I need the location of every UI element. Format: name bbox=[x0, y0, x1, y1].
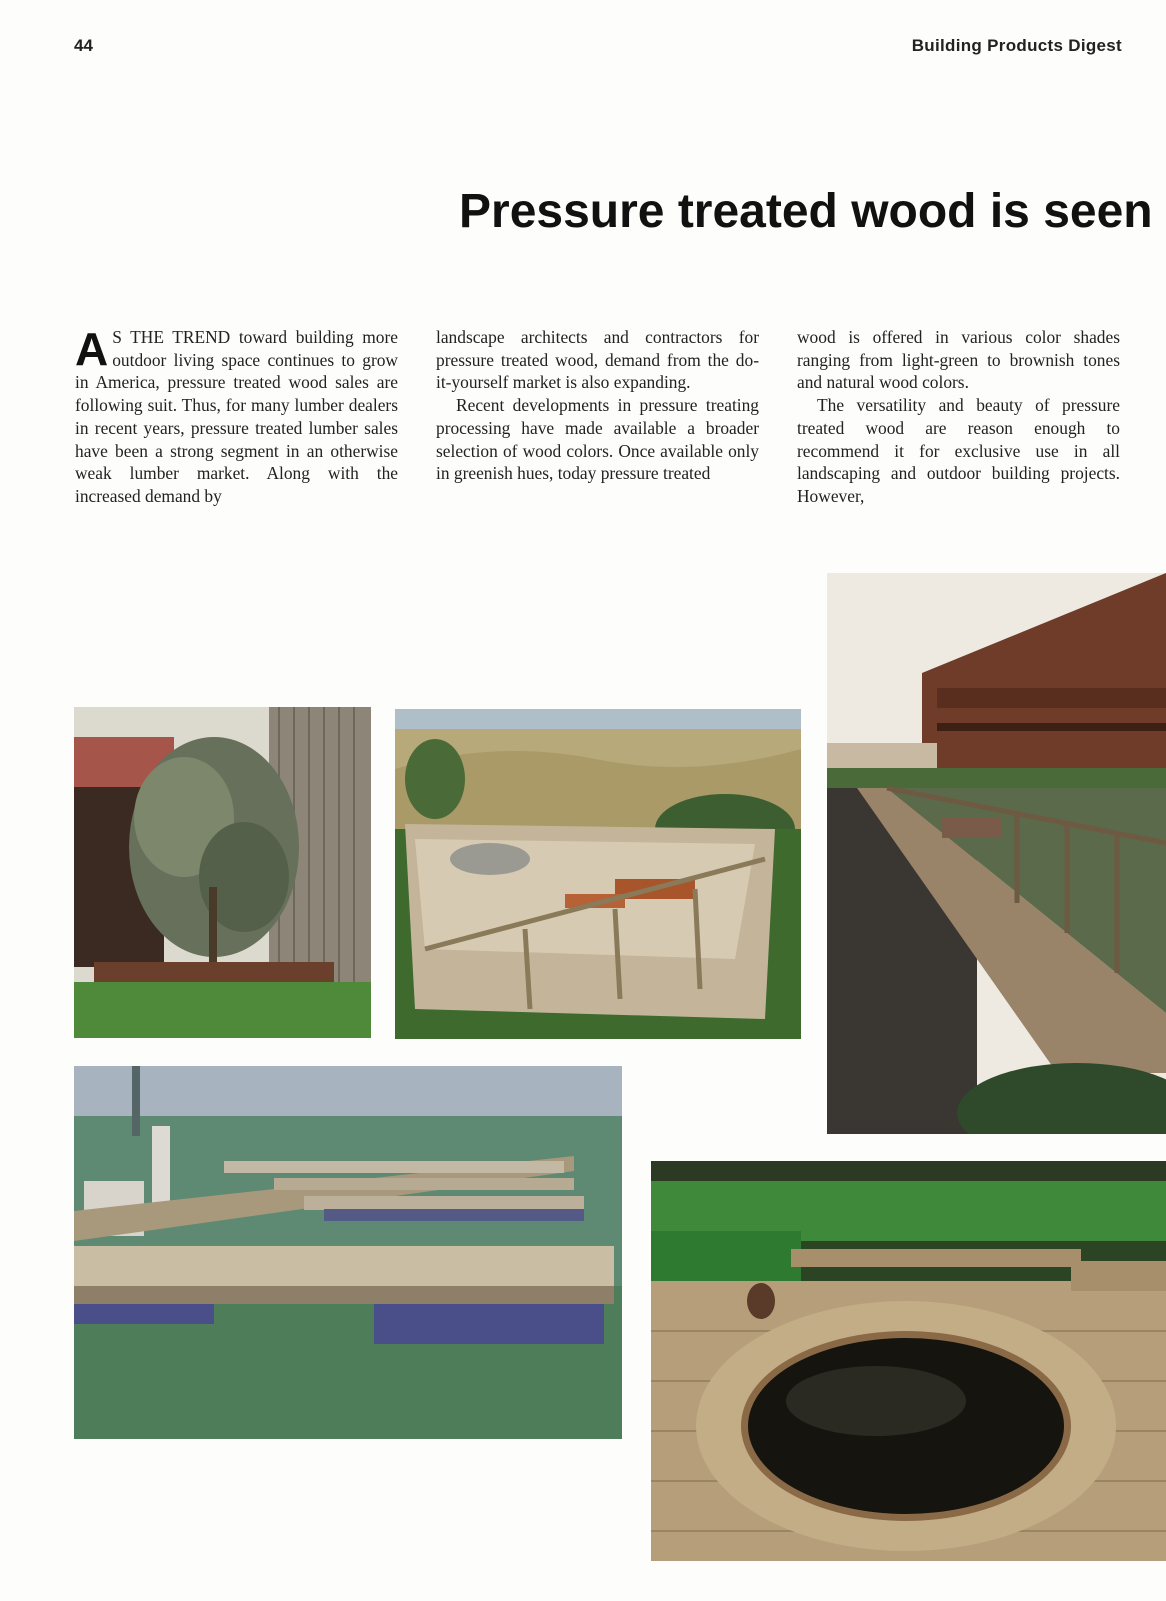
text-column-2 bbox=[436, 326, 759, 485]
drop-cap: A bbox=[75, 323, 109, 375]
photo-hillside-deck bbox=[395, 709, 801, 1039]
text-column-1 bbox=[75, 323, 398, 508]
paragraph: wood is offered in various color shades ranging from light-green to brownish tones and natural wood colors. bbox=[797, 327, 1120, 393]
text-column-3 bbox=[797, 326, 1120, 508]
paragraph: Recent developments in pressure treating processing have made available a broader selection of wood colors. Once available only in greenish hues, today pressure treated bbox=[436, 395, 759, 484]
article-title: Pressure treated wood is seen bbox=[459, 185, 1153, 238]
page-number: 44 bbox=[74, 36, 93, 55]
photo-canal-boardwalk bbox=[827, 573, 1166, 1134]
paragraph: S THE TREND toward building more outdoor living space continues to grow in America, pressure treated wood sales are following suit. Thus, for many lumber dealers in recent years, pressure treated lumber sales have been a strong segment in an otherwise weak lumber market. Along with the increased demand by bbox=[75, 327, 398, 506]
paragraph: landscape architects and contractors for pressure treated wood, demand from the do-it-yourself market is also expanding. bbox=[436, 327, 759, 393]
photo-hot-tub-deck bbox=[651, 1161, 1166, 1561]
publication-name: Building Products Digest bbox=[911, 36, 1122, 55]
photo-marina-docks bbox=[74, 1066, 622, 1439]
paragraph: The versatility and beauty of pressure treated wood are reason enough to recommend it for exclusive use in all landscaping and outdoor building projects. However, bbox=[797, 395, 1120, 506]
photo-tree-planter bbox=[74, 707, 371, 1038]
